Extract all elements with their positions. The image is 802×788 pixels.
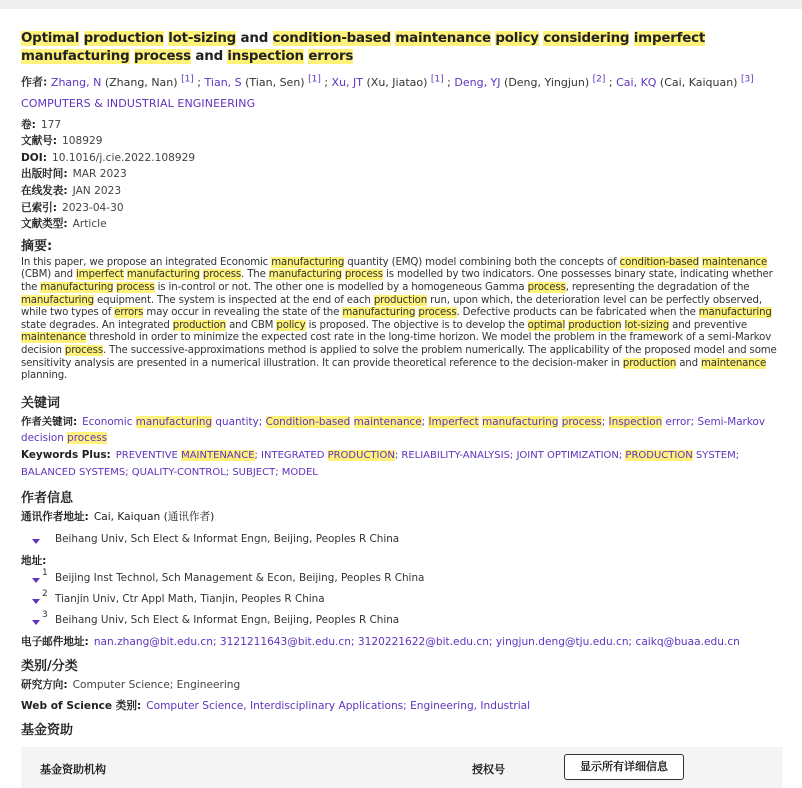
highlighted-term: production [373,294,428,306]
address-list [21,567,783,628]
highlighted-term: process [116,282,155,293]
highlighted-term: condition-based [272,31,391,46]
author-separator: ; [320,75,332,89]
highlighted-term: process [67,431,108,444]
text-run: equipment. The system is inspected at the end of each [93,294,374,306]
highlighted-term: maintenance [21,332,87,344]
author-link[interactable]: Deng, YJ [454,75,501,89]
author-list [21,71,783,91]
highlighted-term: production [83,31,164,46]
text-run: Economic [82,415,136,428]
indexed-label: 已索引: [21,201,58,214]
keywords-plus-links[interactable] [21,450,739,478]
highlighted-term: Imperfect [428,415,479,428]
text-run: quantity (EMQ) model combining both the concepts of [344,256,620,268]
keywords-plus [21,447,783,481]
expand-triangle-icon[interactable] [32,578,40,583]
research-area-row [21,677,783,693]
highlighted-term: Optimal [21,31,80,46]
author-full-name: (Cai, Kaiquan) [656,75,741,89]
author-info-heading: 作者信息 [21,490,74,506]
highlighted-term: manufacturing [271,256,345,268]
highlighted-term: inspection [227,49,304,64]
author-link[interactable]: Tian, S [204,75,242,89]
online-date-label: 在线发表: [21,185,68,198]
highlighted-term: manufacturing [135,415,213,428]
text-run: run, upon which, the deterioration level can be perfectly observed, while two types of [21,294,762,319]
text-run: quantity; [212,415,266,428]
text-run: and [236,31,273,46]
address-number: 2 [42,588,48,599]
text-run: In this paper, we propose an integrated Economic [21,256,272,268]
text-run: . The successive-approximations method is applied to solve the problem numerically. The applicability of the proposed model and some sensitivity analysis are presented in a numerical illustration. It can provide theoretical reference to the decision-maker in [21,344,777,369]
keywords-plus-label: Keywords Plus: [21,448,111,461]
highlighted-term: maintenance [702,256,768,268]
text-run: is in-control or not. The other one is modelled by a homogeneous Gamma [154,282,528,293]
text-run: threshold in order to minimize the expected cost rate in the long-time horizon. We model the problem in the framework of a semi-Markov decision [21,332,772,356]
highlighted-term: production [568,319,622,331]
highlighted-term: process [418,307,457,319]
author-full-name: (Zhang, Nan) [101,75,182,89]
highlighted-term: process [64,344,103,356]
text-run: PREVENTIVE [115,449,182,461]
funding-table-header [21,747,783,788]
text-run: and [676,357,702,369]
indexed-value: 2023-04-30 [62,201,124,214]
authors-label: 作者: [21,75,48,89]
online-date-value: JAN 2023 [72,185,122,198]
expand-triangle-icon[interactable] [32,539,40,544]
pub-date-label: 出版时间: [21,168,68,181]
research-area-label: 研究方向: [21,678,68,691]
article-title [21,30,783,66]
highlighted-term: manufacturing [126,269,200,281]
pub-date-value: MAR 2023 [72,168,127,181]
doi-label: DOI: [21,151,47,164]
highlighted-term: maintenance [395,31,491,46]
keywords-heading: 关键词 [21,395,61,411]
text-run: and [190,49,228,64]
research-area-value: Computer Science; Engineering [72,678,241,691]
highlighted-term: errors [114,307,144,319]
text-run: ; [601,415,609,428]
highlighted-term: policy [495,31,539,46]
address-number: 3 [42,609,48,620]
highlighted-term: manufacturing [482,415,559,428]
text-run: (CBM) and [21,269,76,281]
corresponding-value: Cai, Kaiquan (通讯作者) [93,510,215,523]
highlighted-term: process [561,415,602,428]
highlighted-term: manufacturing [21,49,130,64]
highlighted-term: condition-based [619,256,699,268]
funding-agency-header: 基金资助机构 [40,763,106,776]
highlighted-term: optimal [527,319,566,331]
address-item [21,567,783,586]
highlighted-term: manufacturing [21,294,94,306]
affiliation-ref-link[interactable]: [1] [181,74,194,84]
text-run: . The [241,269,269,281]
highlighted-term: considering [543,31,630,46]
text-run: is modelled by two indicators. One possesses binary state, indicating whether the [21,269,773,293]
text-run: . Defective products can be fabricated when the [456,307,699,319]
wos-category-row [21,698,783,714]
text-run: ; RELIABILITY-ANALYSIS; JOINT OPTIMIZATION; [394,449,626,461]
text-run: state degrades. An integrated [21,319,173,331]
text-run: error; Semi-Markov decision [21,415,765,444]
highlighted-term: process [202,269,242,281]
email-links[interactable]: nan.zhang@bit.edu.cn; 3121211643@bit.edu.cn; 3120221622@bit.edu.cn; yingjun.deng@tju.edu.cn; caikq@buaa.edu.cn [93,635,740,648]
journal-link[interactable]: COMPUTERS & INDUSTRIAL ENGINEERING [21,96,256,110]
highlighted-term: imperfect [75,269,124,281]
metadata-block [21,117,783,233]
highlighted-term: PRODUCTION [625,449,693,461]
addresses-label-text: 地址: [21,554,47,567]
article-number-label: 文献号: [21,135,58,148]
grant-number-header: 授权号 [472,763,505,776]
text-run: ; [421,415,429,428]
author-separator: ; [193,75,205,89]
highlighted-term: process [133,49,191,64]
address-text: Tianjin Univ, Ctr Appl Math, Tianjin, Peoples R China [55,592,325,605]
addresses-label [21,553,783,569]
text-run: may occur in revealing the state of the [143,307,343,319]
address-text: Beijing Inst Technol, Sch Management & Econ, Beijing, Peoples R China [55,571,425,584]
highlighted-term: manufacturing [698,307,772,319]
corresponding-address-line [21,531,783,547]
highlighted-term: Inspection [608,415,663,428]
doc-type-label: 文献类型: [21,218,68,231]
author-link[interactable]: Xu, JT [331,75,364,89]
highlighted-term: process [527,282,566,293]
category-heading: 类别/分类 [21,658,78,674]
author-keywords [21,414,783,446]
doi-value: 10.1016/j.cie.2022.108929 [51,151,196,164]
author-full-name: (Xu, Jiatao) [363,75,431,89]
doc-type-value: Article [72,218,107,231]
highlighted-term: manufacturing [342,307,416,319]
highlighted-term: manufacturing [268,269,342,281]
address-item [21,609,783,628]
address-item [21,588,783,607]
text-run: planning. [21,370,68,382]
email-label: 电子邮件地址: [21,635,89,648]
text-run: and CBM [225,319,277,331]
article-number-value: 108929 [62,135,103,148]
highlighted-term: production [172,319,226,331]
corresponding-address-text: Beihang Univ, Sch Elect & Informat Engn, Beijing, Peoples R China [55,532,400,545]
highlighted-term: MAINTENANCE [181,449,255,461]
highlighted-term: Condition-based [265,415,351,428]
top-bar [0,0,802,9]
highlighted-term: imperfect [633,31,706,46]
expand-triangle-icon[interactable] [32,620,40,625]
highlighted-term: manufacturing [40,282,114,293]
address-text: Beihang Univ, Sch Elect & Informat Engn, Beijing, Peoples R China [55,613,400,626]
highlighted-term: process [344,269,383,281]
volume-value: 177 [40,118,62,131]
highlighted-term: errors [308,49,354,64]
text-run: is proposed. The objective is to develop the [305,319,528,331]
affiliation-ref-link[interactable]: [1] [308,74,321,84]
text-run: SYSTEM; BALANCED SYSTEMS; QUALITY-CONTROL; SUBJECT; MODEL [21,449,740,478]
author-keywords-label: 作者关键词: [21,415,78,428]
abstract-text [21,257,783,383]
email-row [21,634,783,650]
funding-heading: 基金资助 [21,722,74,738]
text-run: , representing the degradation of the [565,282,750,293]
text-run: and preventive [669,319,747,331]
wos-category-links[interactable]: Computer Science, Interdisciplinary Applications; Engineering, Industrial [146,699,531,712]
author-separator: ; [605,75,617,89]
volume-label: 卷: [21,118,36,131]
highlighted-term: maintenance [353,415,422,428]
author-link[interactable]: Zhang, N [50,75,102,89]
author-separator: ; [443,75,455,89]
highlighted-term: lot-sizing [624,319,670,331]
highlighted-term: lot-sizing [168,31,237,46]
highlighted-term: policy [276,319,306,331]
text-run: ; INTEGRATED [254,449,328,461]
abstract-heading: 摘要: [21,238,53,254]
corresponding-address [21,509,783,525]
text-run [79,31,83,46]
wos-category-label: Web of Science 类别: [21,699,142,712]
affiliation-ref-link[interactable]: [2] [592,74,606,84]
affiliation-ref-link[interactable]: [1] [430,74,444,84]
affiliation-ref-link[interactable]: [3] [740,74,754,84]
expand-triangle-icon[interactable] [32,599,40,604]
author-keywords-links[interactable] [21,416,765,444]
author-full-name: (Tian, Sen) [241,75,309,89]
show-all-details-button[interactable]: 显示所有详细信息 [564,754,684,780]
highlighted-term: PRODUCTION [327,449,395,461]
author-link[interactable]: Cai, KQ [616,75,657,89]
address-number: 1 [42,567,48,578]
highlighted-term: maintenance [701,357,767,369]
corresponding-label: 通讯作者地址: [21,510,89,523]
record-page [21,30,783,776]
highlighted-term: production [622,357,677,369]
author-full-name: (Deng, Yingjun) [500,75,593,89]
